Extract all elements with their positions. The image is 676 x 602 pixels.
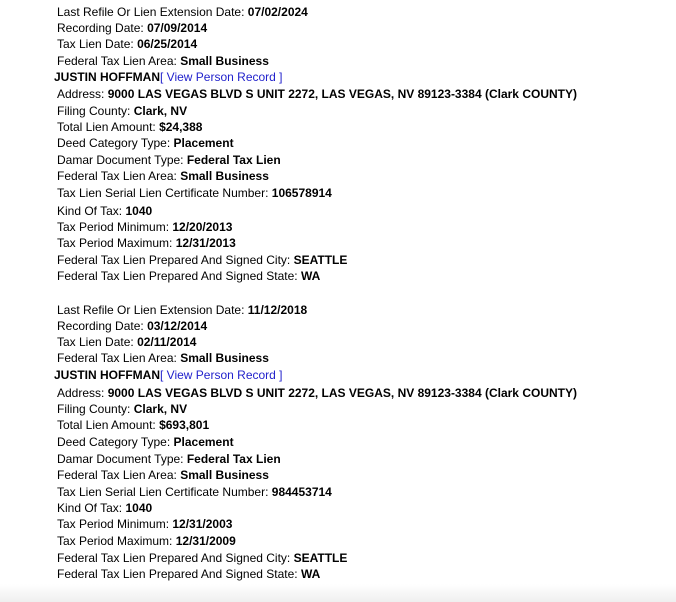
view-person-record-link[interactable]: [ View Person Record ] xyxy=(160,368,283,382)
tax-lien-date-line xyxy=(57,335,196,349)
field-label: Federal Tax Lien Area: xyxy=(57,54,177,68)
total-lien-line xyxy=(57,418,209,432)
field-label: Recording Date: xyxy=(57,319,144,333)
field-value: $693,801 xyxy=(159,418,210,432)
field-label: Filing County: xyxy=(57,104,131,118)
field-value: 9000 LAS VEGAS BLVD S UNIT 2272, LAS VEGAS, NV 89123-3384 (Clark COUNTY) xyxy=(107,87,577,101)
field-value: 1040 xyxy=(125,204,153,218)
field-label: Federal Tax Lien Area: xyxy=(57,468,177,482)
field-label: Last Refile Or Lien Extension Date: xyxy=(57,5,245,19)
lien-area-line xyxy=(57,169,269,183)
field-label: Deed Category Type: xyxy=(57,136,171,150)
person-name: JUSTIN HOFFMAN xyxy=(54,368,160,382)
field-value: Clark, NV xyxy=(133,402,188,416)
field-value: 07/09/2014 xyxy=(147,21,208,35)
field-value: 11/12/2018 xyxy=(247,303,308,317)
field-label: Federal Tax Lien Prepared And Signed City: xyxy=(57,551,291,565)
field-value: $24,388 xyxy=(159,120,203,134)
field-value: Placement xyxy=(173,136,234,150)
serial-number-line xyxy=(57,485,332,499)
person-name: JUSTIN HOFFMAN xyxy=(54,70,160,84)
total-lien-line xyxy=(57,120,202,134)
field-label: Federal Tax Lien Prepared And Signed City: xyxy=(57,253,291,267)
field-label: Damar Document Type: xyxy=(57,452,184,466)
person-name-line xyxy=(54,70,283,84)
field-label: Address: xyxy=(57,386,105,400)
serial-number-line xyxy=(57,186,332,200)
tax-lien-date-line xyxy=(57,37,197,51)
field-value: Placement xyxy=(173,435,234,449)
field-value: WA xyxy=(300,269,321,283)
tax-period-min-line xyxy=(57,517,232,531)
field-value: SEATTLE xyxy=(293,253,348,267)
tax-period-min-line xyxy=(57,220,232,234)
field-value: Clark, NV xyxy=(133,104,188,118)
deed-category-line xyxy=(57,435,234,449)
field-value: 12/20/2013 xyxy=(172,220,233,234)
field-value: Small Business xyxy=(180,169,269,183)
field-value: Small Business xyxy=(180,54,269,68)
field-value: Small Business xyxy=(180,351,269,365)
field-label: Total Lien Amount: xyxy=(57,418,156,432)
signed-city-line xyxy=(57,551,347,565)
field-label: Tax Period Minimum: xyxy=(57,220,170,234)
field-label: Damar Document Type: xyxy=(57,153,184,167)
recording-date-line xyxy=(57,319,207,333)
field-value: 106578914 xyxy=(271,186,332,200)
field-value: 12/31/2009 xyxy=(175,534,236,548)
deed-category-line xyxy=(57,136,234,150)
field-value: 9000 LAS VEGAS BLVD S UNIT 2272, LAS VEGAS, NV 89123-3384 (Clark COUNTY) xyxy=(107,386,577,400)
field-label: Deed Category Type: xyxy=(57,435,171,449)
field-label: Tax Lien Date: xyxy=(57,335,134,349)
field-label: Tax Lien Serial Lien Certificate Number: xyxy=(57,485,269,499)
field-label: Federal Tax Lien Prepared And Signed State: xyxy=(57,269,298,283)
field-label: Federal Tax Lien Area: xyxy=(57,169,177,183)
last-refile-line xyxy=(57,5,308,19)
tax-period-max-line xyxy=(57,236,236,250)
signed-city-line xyxy=(57,253,347,267)
field-value: 07/02/2024 xyxy=(247,5,308,19)
field-value: 02/11/2014 xyxy=(137,335,197,349)
field-label: Tax Period Maximum: xyxy=(57,236,173,250)
signed-state-line xyxy=(57,567,320,581)
field-value: WA xyxy=(300,567,321,581)
damar-type-line xyxy=(57,153,281,167)
address-line xyxy=(57,87,577,101)
field-value: 12/31/2003 xyxy=(172,517,233,531)
lien-area-line xyxy=(57,351,269,365)
field-value: SEATTLE xyxy=(293,551,348,565)
field-value: 984453714 xyxy=(271,485,332,499)
field-value: 06/25/2014 xyxy=(137,37,198,51)
person-name-line xyxy=(54,368,283,382)
field-label: Last Refile Or Lien Extension Date: xyxy=(57,303,245,317)
field-label: Federal Tax Lien Area: xyxy=(57,351,177,365)
field-value: Federal Tax Lien xyxy=(186,452,281,466)
field-label: Federal Tax Lien Prepared And Signed State: xyxy=(57,567,298,581)
address-line xyxy=(57,386,577,400)
signed-state-line xyxy=(57,269,320,283)
lien-area-line xyxy=(57,468,269,482)
damar-type-line xyxy=(57,452,281,466)
field-label: Total Lien Amount: xyxy=(57,120,156,134)
bottom-edge-shadow xyxy=(0,584,676,602)
lien-area-line xyxy=(57,54,269,68)
field-value: 03/12/2014 xyxy=(147,319,208,333)
last-refile-line xyxy=(57,303,307,317)
field-label: Kind Of Tax: xyxy=(57,204,123,218)
filing-county-line xyxy=(57,402,187,416)
field-label: Filing County: xyxy=(57,402,131,416)
filing-county-line xyxy=(57,104,187,118)
field-label: Tax Lien Serial Lien Certificate Number: xyxy=(57,186,269,200)
field-value: 1040 xyxy=(125,501,153,515)
recording-date-line xyxy=(57,21,207,35)
field-value: 12/31/2013 xyxy=(175,236,236,250)
field-label: Tax Period Minimum: xyxy=(57,517,170,531)
field-label: Address: xyxy=(57,87,105,101)
field-label: Kind Of Tax: xyxy=(57,501,123,515)
kind-of-tax-line xyxy=(57,501,152,515)
field-label: Recording Date: xyxy=(57,21,144,35)
view-person-record-link[interactable]: [ View Person Record ] xyxy=(160,70,283,84)
field-label: Tax Lien Date: xyxy=(57,37,134,51)
field-label: Tax Period Maximum: xyxy=(57,534,173,548)
kind-of-tax-line xyxy=(57,204,152,218)
tax-period-max-line xyxy=(57,534,236,548)
field-value: Federal Tax Lien xyxy=(186,153,281,167)
field-value: Small Business xyxy=(180,468,269,482)
